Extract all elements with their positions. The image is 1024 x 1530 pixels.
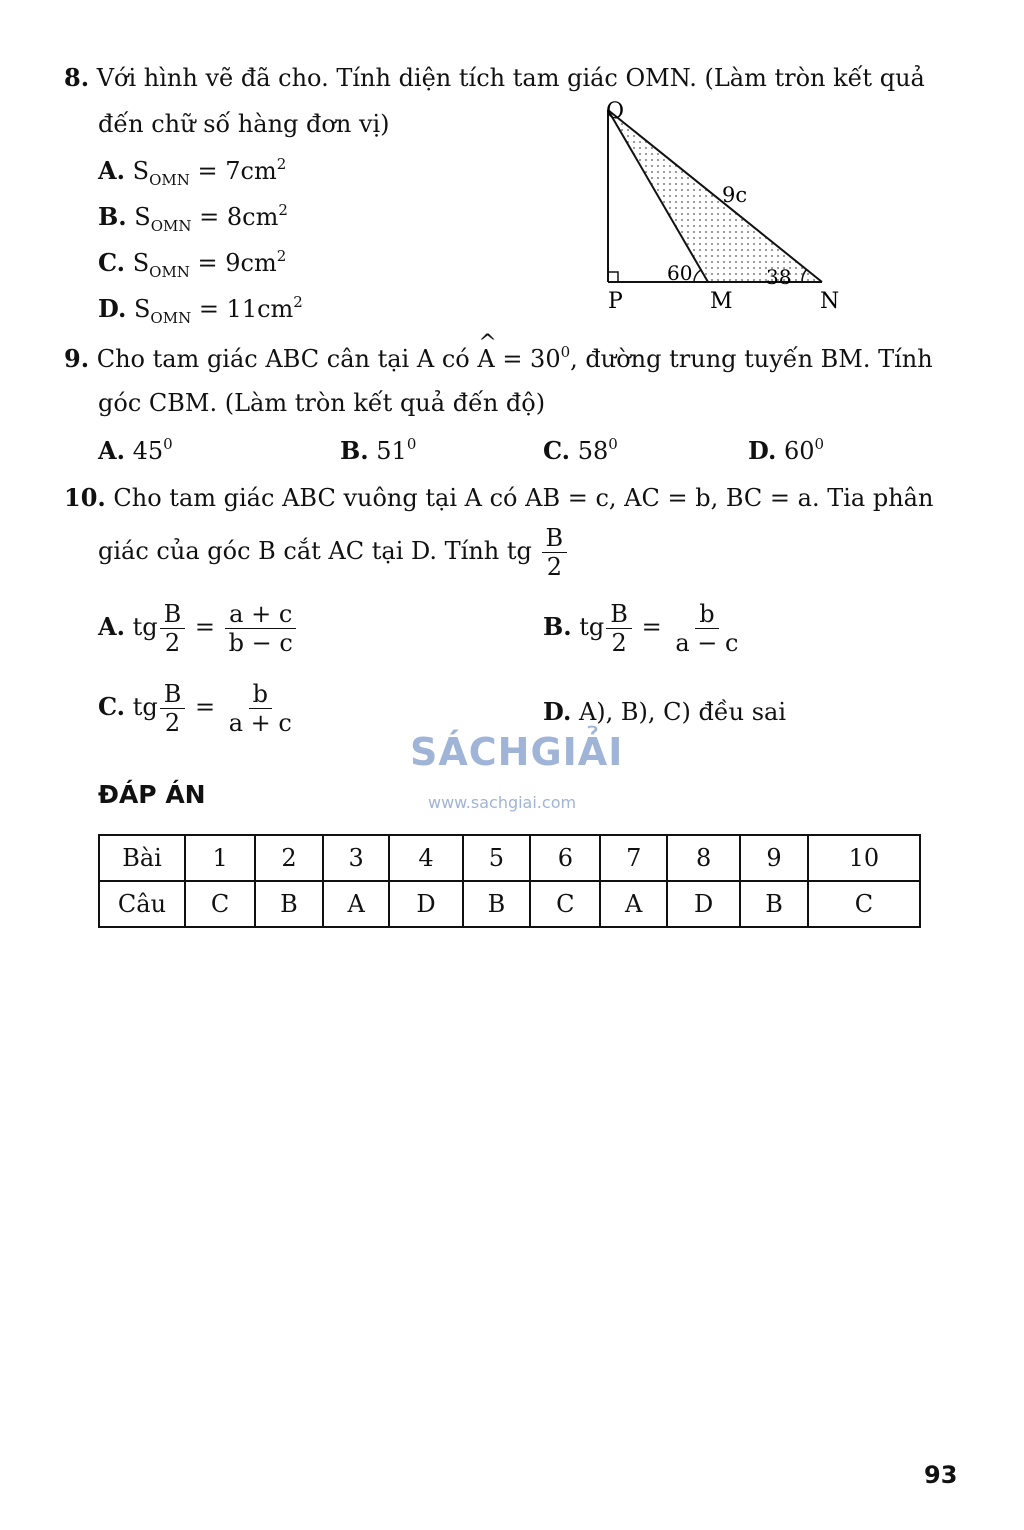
- option-letter: D.: [98, 294, 127, 323]
- answer-key-table: [98, 834, 921, 928]
- watermark-logo: SÁCHGIẢI: [410, 730, 624, 774]
- fraction-numerator: b: [249, 682, 272, 709]
- option-function: tg: [132, 693, 158, 721]
- row-header-cau: Câu: [99, 881, 185, 927]
- label-angle-60: 60: [667, 261, 693, 285]
- option-value: 60: [783, 437, 815, 465]
- label-m: M: [710, 289, 733, 314]
- answer-option-d: [98, 295, 303, 326]
- option-value: 51: [376, 437, 407, 465]
- fraction-denominator: a − c: [675, 629, 739, 657]
- option-function: tg: [579, 613, 605, 641]
- question-line: Với hình vẽ đã cho. Tính diện tích tam giác OMN. (Làm tròn kết quả: [96, 64, 925, 92]
- table-cell: A: [600, 881, 667, 927]
- option-superscript: 2: [293, 293, 303, 311]
- option-letter: D.: [543, 697, 572, 726]
- answer-option-d: [748, 437, 824, 463]
- answer-option-a: [98, 437, 173, 463]
- option-value: = 11cm: [191, 295, 294, 323]
- option-subscript: OMN: [149, 171, 190, 189]
- label-side-on: 9c: [722, 183, 748, 207]
- answer-key-title: ĐÁP ÁN: [98, 780, 206, 809]
- option-value: = 8cm: [191, 203, 279, 231]
- table-cell: 5: [463, 835, 531, 881]
- option-letter: B.: [98, 202, 127, 231]
- option-subscript: OMN: [150, 309, 192, 327]
- table-row: [99, 835, 920, 881]
- option-superscript: 2: [276, 155, 287, 173]
- angle-a-symbol: ^ A: [477, 347, 494, 371]
- degree-superscript: 0: [560, 343, 571, 361]
- option-value: = 7cm: [189, 157, 277, 185]
- fraction-numerator: B: [606, 602, 632, 629]
- row-header-bai: Bài: [99, 835, 185, 881]
- fraction-numerator: B: [160, 682, 186, 709]
- triangle-figure: [590, 92, 850, 322]
- fraction-denominator: 2: [611, 629, 627, 657]
- label-p: P: [608, 289, 623, 314]
- table-cell: B: [255, 881, 323, 927]
- fraction-denominator: b − c: [228, 629, 293, 657]
- table-cell: B: [463, 881, 531, 927]
- label-o: O: [606, 99, 625, 124]
- option-superscript: 2: [278, 201, 288, 219]
- fraction-denominator: 2: [164, 709, 181, 737]
- question-number: 9.: [64, 344, 90, 373]
- table-cell: C: [530, 881, 600, 927]
- degree-superscript: 0: [163, 435, 173, 453]
- option-letter: C.: [98, 248, 126, 277]
- right-angle-mark: [608, 272, 618, 282]
- option-letter: A.: [98, 436, 125, 465]
- answer-option-b: B. tg $\frac{B}{2}$ = $\frac{b}{a - c}$: [543, 602, 744, 655]
- fraction: [160, 602, 186, 655]
- table-cell: 10: [808, 835, 920, 881]
- table-cell: 3: [323, 835, 390, 881]
- question-9-text: [64, 345, 933, 371]
- degree-superscript: 0: [814, 435, 825, 453]
- table-cell: 7: [600, 835, 667, 881]
- table-cell: B: [740, 881, 808, 927]
- option-letter: B.: [543, 612, 572, 641]
- answer-option-c: [543, 437, 618, 463]
- option-value: 58: [577, 437, 609, 465]
- option-symbol: S: [132, 157, 150, 185]
- option-symbol: S: [134, 203, 151, 231]
- table-cell: 9: [740, 835, 808, 881]
- fraction-numerator: a + c: [225, 602, 296, 629]
- answer-option-c: [98, 249, 286, 280]
- fraction: [225, 682, 296, 735]
- option-letter: D.: [748, 436, 777, 465]
- table-cell: A: [323, 881, 390, 927]
- table-cell: 2: [255, 835, 323, 881]
- fraction-denominator: 2: [164, 629, 181, 657]
- answer-option-b: [98, 203, 288, 234]
- fraction-denominator: 2: [546, 553, 562, 581]
- fraction: [671, 602, 742, 655]
- question-line: Cho tam giác ABC vuông tại A có AB = c, AC = b, BC = a. Tia phân: [113, 484, 934, 512]
- answer-option-a: A. tg $\frac{B}{2}$ = $\frac{a + c}{b - c}$: [98, 602, 299, 655]
- table-cell: D: [667, 881, 740, 927]
- watermark-url: www.sachgiai.com: [428, 793, 577, 812]
- table-cell: 8: [667, 835, 740, 881]
- label-angle-38: 38: [766, 265, 792, 289]
- option-subscript: OMN: [150, 217, 192, 235]
- option-value: 45: [132, 437, 164, 465]
- answer-option-d: [543, 697, 787, 726]
- option-letter: C.: [543, 436, 571, 465]
- option-letter: A.: [98, 612, 125, 641]
- fraction: [542, 526, 568, 579]
- degree-superscript: 0: [406, 435, 417, 453]
- question-line: , đường trung tuyến BM. Tính: [570, 345, 933, 373]
- option-symbol: S: [133, 295, 151, 323]
- table-row: [99, 881, 920, 927]
- option-letter: C.: [98, 692, 126, 721]
- table-cell: 6: [530, 835, 600, 881]
- question-line: Cho tam giác ABC cân tại A có: [96, 345, 478, 373]
- option-value: = 9cm: [189, 249, 277, 277]
- question-line: góc CBM. (Làm tròn kết quả đến độ): [98, 389, 546, 417]
- option-symbol: S: [132, 249, 150, 277]
- fraction-numerator: B: [160, 602, 186, 629]
- fraction: [606, 602, 632, 655]
- fraction: [160, 682, 186, 735]
- angle-arc-m: [694, 270, 701, 282]
- fraction-numerator: b: [695, 602, 718, 629]
- option-superscript: 2: [276, 247, 287, 265]
- question-line: đến chữ số hàng đơn vị): [98, 110, 390, 138]
- fraction: [225, 602, 297, 655]
- label-n: N: [820, 289, 840, 314]
- question-line: giác của góc B cắt AC tại D. Tính tg: [98, 537, 532, 565]
- degree-superscript: 0: [608, 435, 618, 453]
- question-8-text: [64, 63, 925, 92]
- page-number: 93: [924, 1461, 958, 1489]
- answer-option-b: [340, 437, 416, 463]
- option-subscript: OMN: [149, 263, 190, 281]
- question-10-text: [64, 483, 934, 512]
- table-cell: 1: [185, 835, 255, 881]
- question-number: 10.: [64, 483, 106, 512]
- fraction-denominator: a + c: [228, 709, 292, 737]
- answer-option-c: C. tg $\frac{B}{2}$ = $\frac{b}{a + c}$: [98, 682, 298, 735]
- table-cell: D: [389, 881, 462, 927]
- question-line: = 30: [494, 345, 561, 373]
- fraction-numerator: B: [542, 526, 568, 553]
- table-cell: 4: [389, 835, 462, 881]
- option-value: A), B), C) đều sai: [578, 698, 787, 726]
- table-cell: C: [808, 881, 920, 927]
- option-letter: B.: [340, 436, 369, 465]
- table-cell: C: [185, 881, 255, 927]
- question-number: 8.: [64, 63, 90, 92]
- option-function: tg: [132, 613, 158, 641]
- question-line-with-fraction: [98, 526, 569, 579]
- option-letter: A.: [98, 156, 125, 185]
- answer-option-a: [98, 157, 286, 188]
